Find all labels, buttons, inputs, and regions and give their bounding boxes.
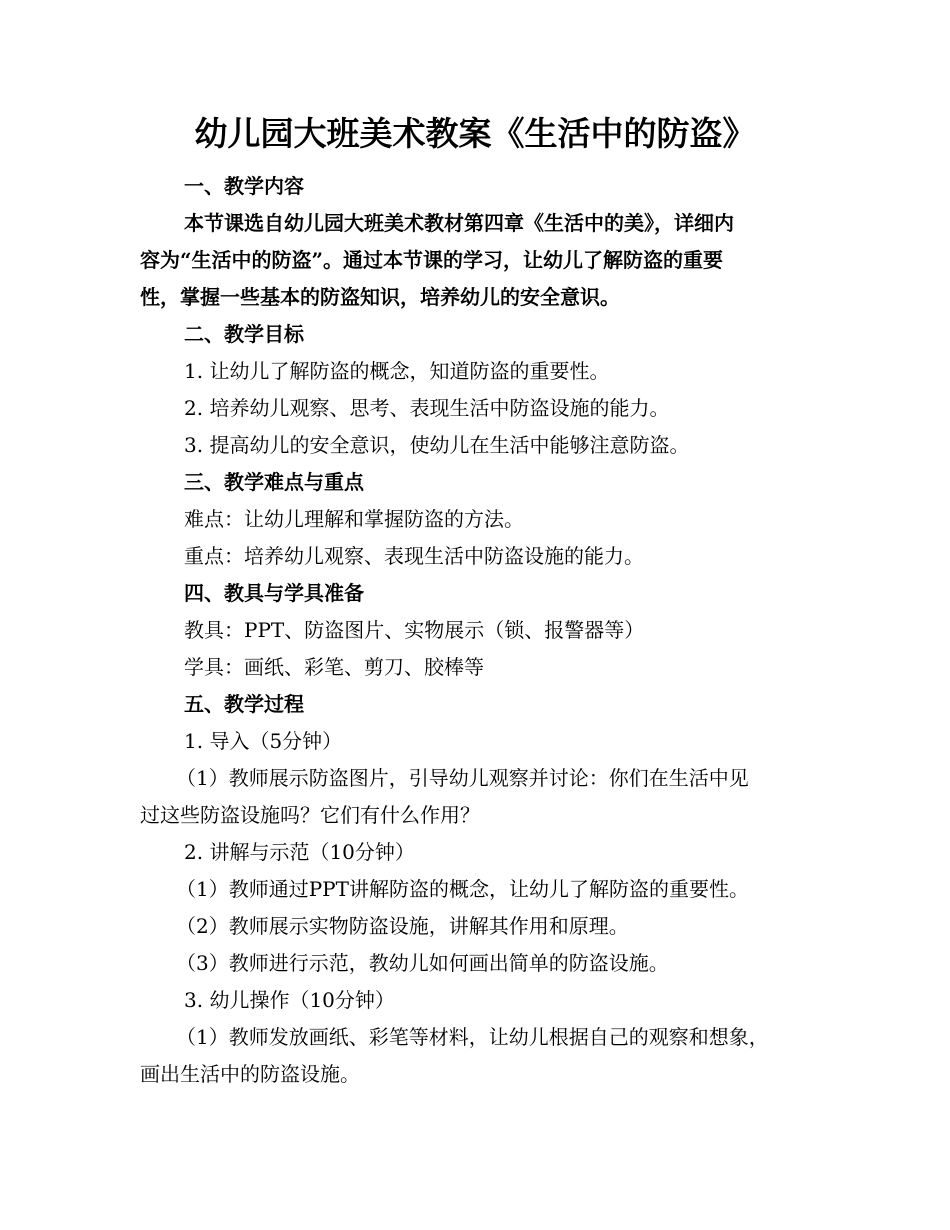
paragraph-line: 画出生活中的防盗设施。 (140, 1062, 360, 1086)
paragraph-line: （1）教师展示防盗图片，引导幼儿观察并讨论：你们在生活中见 (176, 766, 749, 790)
paragraph-line: 2. 讲解与示范（10分钟） (184, 840, 415, 864)
paragraph-line: 过这些防盗设施吗？它们有什么作用？ (140, 803, 480, 827)
paragraph-line: 3. 提高幼儿的安全意识，使幼儿在生活中能够注意防盗。 (184, 433, 690, 457)
section-heading: 三、教学难点与重点 (184, 470, 364, 494)
paragraph-line: 2. 培养幼儿观察、思考、表现生活中防盗设施的能力。 (184, 396, 670, 420)
paragraph-line: 重点：培养幼儿观察、表现生活中防盗设施的能力。 (184, 544, 644, 568)
document-title: 幼儿园大班美术教案《生活中的防盗》 (194, 114, 756, 153)
section-heading: 四、教具与学具准备 (184, 581, 364, 605)
section-heading: 二、教学目标 (184, 322, 304, 346)
section-heading: 五、教学过程 (184, 692, 304, 716)
paragraph-line: （1）教师通过PPT讲解防盗的概念，让幼儿了解防盗的重要性。 (176, 877, 749, 901)
paragraph-line: （1）教师发放画纸、彩笔等材料，让幼儿根据自己的观察和想象， (176, 1025, 769, 1049)
paragraph-line: 教具：PPT、防盗图片、实物展示（锁、报警器等） (184, 618, 645, 642)
paragraph-line: 性，掌握一些基本的防盗知识，培养幼儿的安全意识。 (140, 285, 620, 309)
paragraph-line: 本节课选自幼儿园大班美术教材第四章《生活中的美》，详细内 (184, 211, 734, 235)
section-heading: 一、教学内容 (184, 174, 304, 198)
paragraph-line: 学具：画纸、彩笔、剪刀、胶棒等 (184, 655, 484, 679)
document-body (140, 168, 820, 1093)
paragraph-line: 难点：让幼儿理解和掌握防盗的方法。 (184, 507, 524, 531)
paragraph-line: 1. 让幼儿了解防盗的概念，知道防盗的重要性。 (184, 359, 610, 383)
paragraph-line: 1. 导入（5分钟） (184, 729, 343, 753)
paragraph-line: （3）教师进行示范，教幼儿如何画出简单的防盗设施。 (176, 951, 669, 975)
paragraph-line: 3. 幼儿操作（10分钟） (184, 988, 395, 1012)
paragraph-line: （2）教师展示实物防盗设施，讲解其作用和原理。 (176, 914, 629, 938)
paragraph-line: 容为“生活中的防盗”。通过本节课的学习，让幼儿了解防盗的重要 (140, 248, 724, 272)
